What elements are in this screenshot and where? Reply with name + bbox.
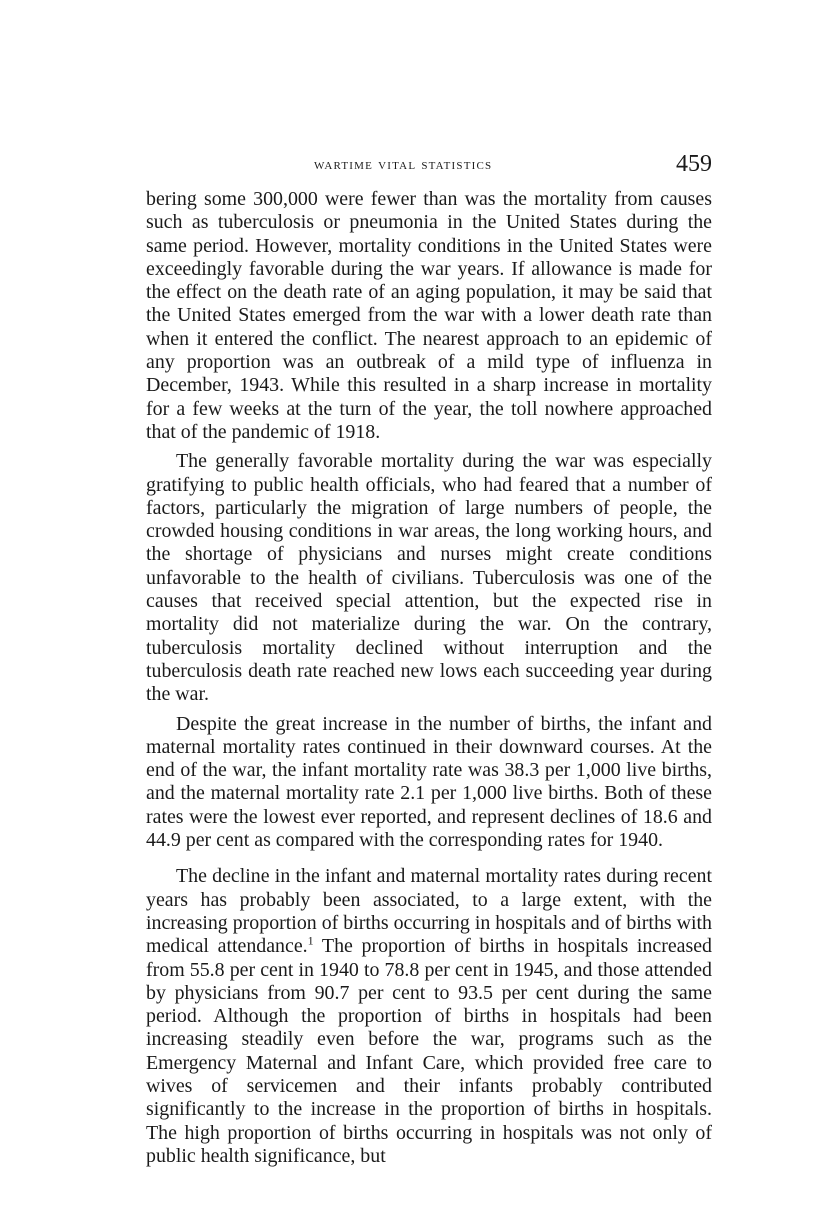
paragraph-3: Despite the great increase in the number of births, the infant and maternal mortality rates continued in their downward courses. At the end of the war, the infant mortality rate was 38.3 per 1,000 live births, and the maternal mortality rate 2.1 per 1,000 live births. Both of these rates were the lowest ever reported, and represent declines of 18.6 and 44.9 per cent as compared with the corresponding rates for 1940. bbox=[146, 712, 712, 852]
paragraph-2: The generally favorable mortality during the war was especially gratifying to public health officials, who had feared that a number of factors, particularly the migration of large numbers of people, the crowded housing conditions in war areas, the long working hours, and the shortage of physicians and nurses might create conditions unfavorable to the health of civilians. Tuberculosis was one of the causes that received special attention, but the expected rise in mortality did not materialize during the war. On the contrary, tuberculosis mortality declined without interruption and the tuberculosis death rate reached new lows each succeeding year during the war. bbox=[146, 450, 712, 706]
paragraph-4 bbox=[146, 865, 712, 1168]
paragraph-4-text-before-note: The decline in the infant and maternal mortality rates during recent years has probably been associated, to a large extent, with the increasing proportion of births occurring in hospitals and of births with medical attendance. bbox=[146, 865, 712, 958]
body-text bbox=[146, 188, 712, 1168]
running-title: wartime vital statistics bbox=[314, 156, 493, 173]
footnote-marker: 1 bbox=[307, 933, 314, 948]
page-number: 459 bbox=[676, 151, 712, 177]
paragraph-4-text-after-note: The proportion of births in hospitals increased from 55.8 per cent in 1940 to 78.8 per cent in 1945, and those attended by physicians from 90.7 per cent to 93.5 per cent during the same period. Although the proportion of births in hospitals had been increasing steadily even before the war, programs such as the Emergency Maternal and Infant Care, which provided free care to wives of servicemen and their infants probably contributed significantly to the increase in the proportion of births in hospitals. The high proportion of births occurring in hospitals was not only of public health significance, but bbox=[146, 935, 712, 1167]
paragraph-1: bering some 300,000 were fewer than was the mortality from causes such as tuberculosis or pneumonia in the United States during the same period. However, mortality conditions in the United States were exceedingly favorable during the war years. If allowance is made for the effect on the death rate of an aging population, it may be said that the United States emerged from the war with a lower death rate than when it entered the conflict. The nearest approach to an epidemic of any proportion was an outbreak of a mild type of influenza in December, 1943. While this resulted in a sharp increase in mortality for a few weeks at the turn of the year, the toll nowhere approached that of the pandemic of 1918. bbox=[146, 188, 712, 443]
running-head bbox=[146, 152, 712, 182]
